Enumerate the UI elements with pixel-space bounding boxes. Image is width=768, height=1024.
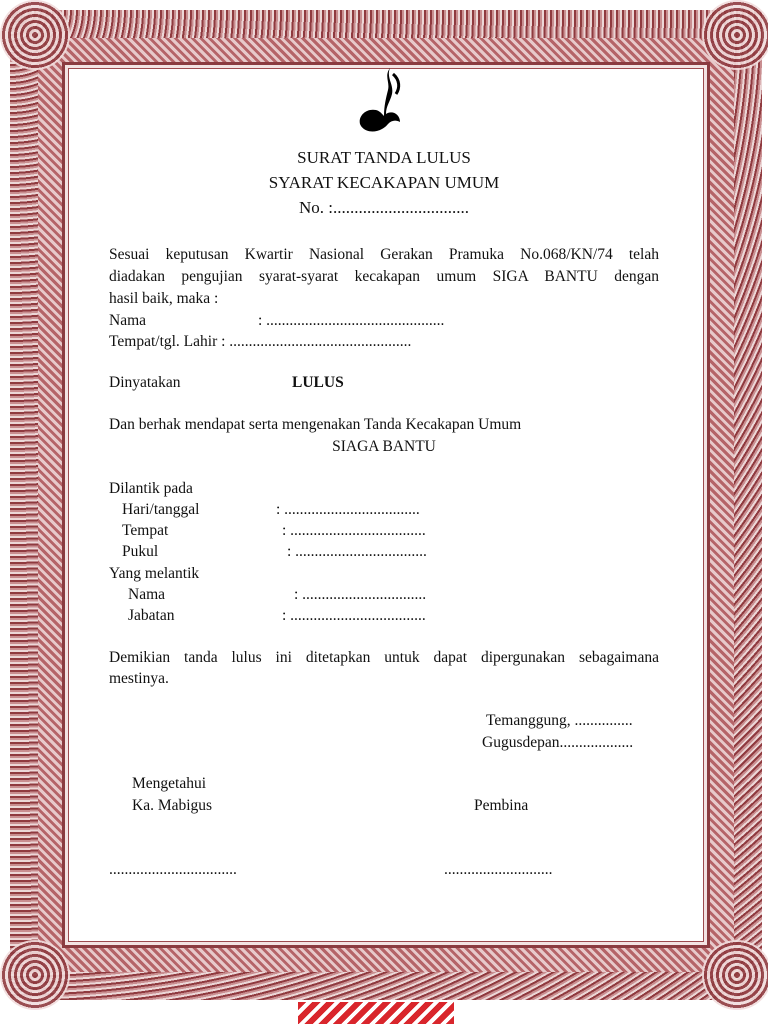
intro-line-3: hasil baik, maka : xyxy=(109,290,219,307)
acknowledge-label: Mengetahui xyxy=(132,775,207,792)
installation-heading: Dilantik pada xyxy=(109,480,193,497)
time-label: Pukul xyxy=(122,543,159,560)
certificate-number: No. :................................ xyxy=(299,198,469,217)
installer-name-field: : ................................ xyxy=(294,586,427,603)
tunas-kelapa-emblem-icon xyxy=(356,64,408,140)
name-field: : .............................................. xyxy=(258,312,445,329)
date-field: : ................................... xyxy=(276,501,420,518)
installer-position-label: Jabatan xyxy=(128,607,175,624)
left-signature-line: ................................. xyxy=(109,861,237,878)
name-label: Nama xyxy=(109,312,147,329)
place-label: Tempat xyxy=(122,522,169,539)
place-date-city: Temanggung, ............... xyxy=(486,712,633,729)
intro-line-2: diadakan pengujian syarat-syarat kecakapan umum SIGA BANTU dengan xyxy=(109,268,659,285)
right-signature-line: ............................ xyxy=(444,861,553,878)
date-label: Hari/tanggal xyxy=(122,501,200,518)
installer-name-label: Nama xyxy=(128,586,166,603)
installer-position-field: : ................................... xyxy=(282,607,426,624)
time-field: : .................................. xyxy=(287,543,427,560)
entitlement-line-2: SIAGA BANTU xyxy=(332,438,436,455)
birth-field: Tempat/tgl. Lahir : ............................................... xyxy=(109,333,412,350)
certificate-subtitle: SYARAT KECAKAPAN UMUM xyxy=(268,173,500,192)
place-field: : ................................... xyxy=(282,522,426,539)
right-signatory-role: Pembina xyxy=(474,797,529,814)
closing-line-2: mestinya. xyxy=(109,670,169,687)
left-signatory-role: Ka. Mabigus xyxy=(132,797,213,814)
intro-line-1: Sesuai keputusan Kwartir Nasional Gerakan Pramuka No.068/KN/74 telah xyxy=(109,246,659,263)
certificate-title: SURAT TANDA LULUS xyxy=(297,148,471,167)
closing-line-1: Demikian tanda lulus ini ditetapkan untuk dapat dipergunakan sebagaimana xyxy=(109,649,659,666)
installer-heading: Yang melantik xyxy=(109,565,200,582)
entitlement-line-1: Dan berhak mendapat serta mengenakan Tanda Kecakapan Umum xyxy=(109,416,522,433)
declaration-label: Dinyatakan xyxy=(109,374,181,391)
declaration-status: LULUS xyxy=(292,374,344,391)
place-date-group: Gugusdepan................... xyxy=(482,734,634,751)
